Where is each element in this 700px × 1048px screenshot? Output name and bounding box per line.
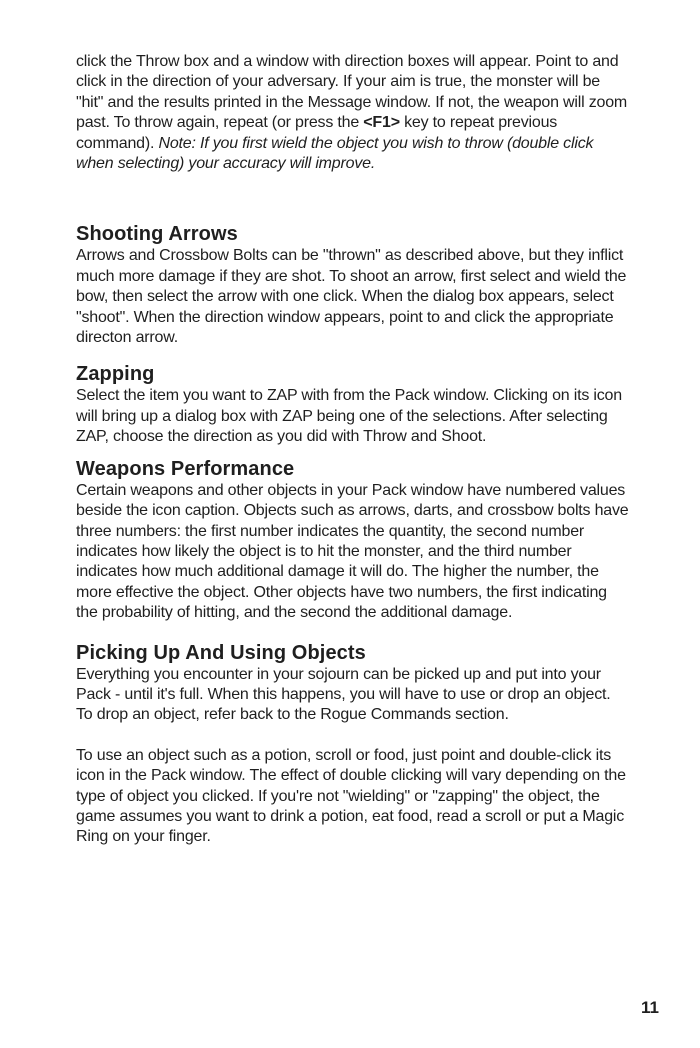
intro-text-1: click the Throw box and a window with direction boxes will appear. Point to and click in the direction of your adversary. If your aim is true, the monster will be "hit" and the results printed in the Message window. If not, the weapon will zoom past. To throw again, repeat (or press the [76,53,628,132]
section-picking-up-objects [76,641,630,848]
intro-paragraph [76,52,630,174]
section-heading: Picking Up And Using Objects [76,641,366,664]
section-weapons-performance [76,457,630,624]
section-heading: Zapping [76,363,155,386]
section-paragraph: Certain weapons and other objects in your Pack window have numbered values beside the icon caption. Objects such as arrows, darts, and crossbow bolts have three numbers: the first number indicates the quantity, the second number indicates how likely the object is to hit the monster, and the third number indicates how much additional damage it will do. The higher the number, the more effective the object. Other objects have two numbers, the first indicating the probability of hitting, and the second the additional damage. [76,481,629,622]
section-paragraph: Select the item you want to ZAP with from the Pack window. Clicking on its icon will bring up a dialog box with ZAP being one of the selections. After selecting ZAP, choose the direction as you did with Throw and Shoot. [76,387,622,446]
section-paragraph: To use an object such as a potion, scroll or food, just point and double-click its icon in the Pack window. The effect of double clicking will vary depending on the type of object you clicked. If you're not "wielding" or "zapping" the object, the game assumes you want to drink a potion, eat food, read a scroll or put a Magic Ring on your finger. [76,746,626,846]
section-paragraph: Arrows and Crossbow Bolts can be "thrown" as described above, but they inflict much more damage if they are shot. To shoot an arrow, first select and wield the bow, then select the arrow with one click. When the dialog box appears, select "shoot". When the direction window appears, point to and click the appropriate directon arrow. [76,247,627,347]
section-heading: Weapons Performance [76,457,295,480]
intro-text-2: key to repeat previous command). [76,114,558,152]
section-zapping [76,362,630,447]
section-shooting-arrows [76,222,630,348]
section-heading: Shooting Arrows [76,223,238,246]
intro-note: Note: If you first wield the object you wish to throw (double click when selecting) your accuracy will improve. [76,134,594,173]
section-paragraph: Everything you encounter in your sojourn can be picked up and put into your Pack - until it's full. When this happens, you will have to use or drop an object. To drop an object, refer back to the Rogue Commands section. [76,665,611,724]
page-number: 11 [641,998,659,1017]
key-f1: <F1> [363,114,400,132]
